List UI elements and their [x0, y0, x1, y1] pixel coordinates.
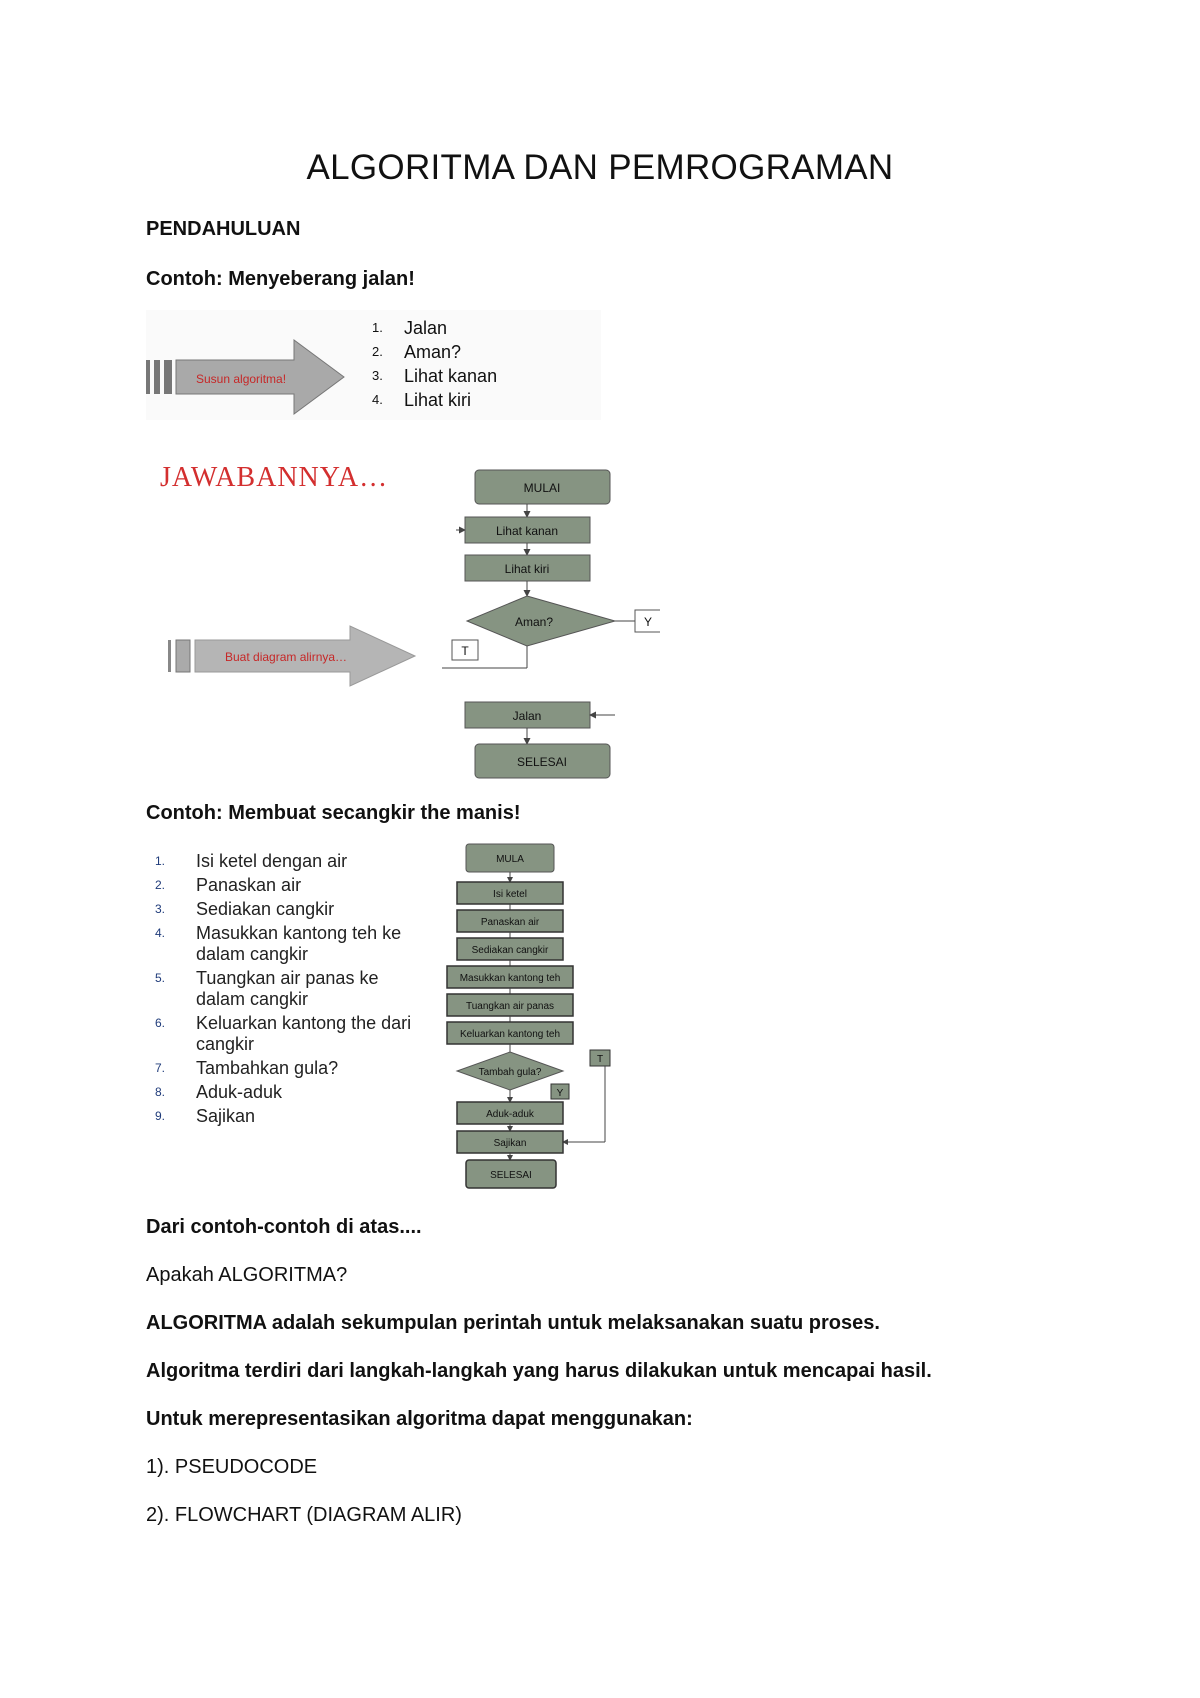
list-item: 2). FLOWCHART (DIAGRAM ALIR) — [146, 1504, 462, 1526]
section-heading: PENDAHULUAN — [146, 218, 301, 240]
list-item: 3. Sediakan cangkir — [155, 899, 335, 919]
arrow-label: Buat diagram alirnya… — [225, 650, 348, 664]
flow-step: Lihat kanan — [495, 524, 559, 538]
example2-heading: Contoh: Membuat secangkir the manis! — [146, 802, 521, 824]
list-item: 1. Isi ketel dengan air — [155, 851, 348, 871]
flow-step: Keluarkan kantong teh — [459, 1029, 561, 1040]
flow-start: MULAI — [523, 481, 561, 495]
flow-no-label: T — [596, 1054, 604, 1065]
paragraph: ALGORITMA adalah sekumpulan perintah untuk melaksanakan suatu proses. — [146, 1312, 880, 1334]
flow-end: SELESAI — [490, 1170, 532, 1181]
crossing-flowchart — [160, 460, 660, 790]
flow-decision: Tambah gula? — [478, 1067, 542, 1078]
list-item: 2. Panaskan air — [155, 875, 302, 895]
flow-step: Sediakan cangkir — [471, 945, 549, 956]
list-item: 1. Jalan — [372, 318, 448, 338]
example1-heading: Contoh: Menyeberang jalan! — [146, 268, 415, 290]
paragraph: Dari contoh-contoh di atas.... — [146, 1216, 422, 1238]
flow-step: Isi ketel — [493, 889, 527, 900]
list-item: 5. Tuangkan air panas ke dalam cangkir — [155, 968, 379, 1009]
flow-no-label: T — [461, 644, 469, 658]
paragraph: Apakah ALGORITMA? — [146, 1264, 348, 1286]
flow-yes-label: Y — [643, 615, 653, 629]
paragraph: Algoritma terdiri dari langkah-langkah yang harus dilakukan untuk mencapai hasil. — [146, 1360, 932, 1382]
list-item: 4. Lihat kiri — [372, 390, 472, 410]
flow-step: Masukkan kantong teh — [459, 973, 561, 984]
flow-end: SELESAI — [516, 755, 568, 769]
paragraph: Untuk merepresentasikan algoritma dapat menggunakan: — [146, 1408, 693, 1430]
flow-step: Sajikan — [493, 1138, 527, 1149]
list-item: 4. Masukkan kantong teh ke dalam cangkir — [155, 923, 402, 964]
flow-yes-label: Y — [556, 1088, 564, 1099]
flow-decision: Aman? — [514, 615, 554, 629]
answer-label: JAWABANNYA… — [160, 462, 389, 493]
list-item: 6. Keluarkan kantong the dari cangkir — [155, 1013, 412, 1054]
list-item: 3. Lihat kanan — [372, 366, 498, 386]
list-item: 9. Sajikan — [155, 1106, 256, 1126]
list-item: 8. Aduk-aduk — [155, 1082, 283, 1102]
flow-step: Lihat kiri — [504, 562, 550, 576]
document-title: ALGORITMA DAN PEMROGRAMAN — [306, 148, 894, 187]
list-item: 1). PSEUDOCODE — [146, 1456, 318, 1478]
flow-step: Panaskan air — [480, 917, 540, 928]
flow-step: Jalan — [512, 709, 542, 723]
example2-steps-list — [155, 851, 431, 1130]
flow-step: Aduk-aduk — [486, 1109, 534, 1120]
flow-start: MULA — [496, 854, 524, 865]
tea-flowchart — [440, 840, 640, 1195]
example1-steps-list — [372, 316, 497, 412]
list-item: 7. Tambahkan gula? — [155, 1058, 339, 1078]
arrow-label: Susun algoritma! — [196, 372, 287, 386]
flow-step: Tuangkan air panas — [465, 1001, 555, 1012]
list-item: 2. Aman? — [372, 342, 462, 362]
